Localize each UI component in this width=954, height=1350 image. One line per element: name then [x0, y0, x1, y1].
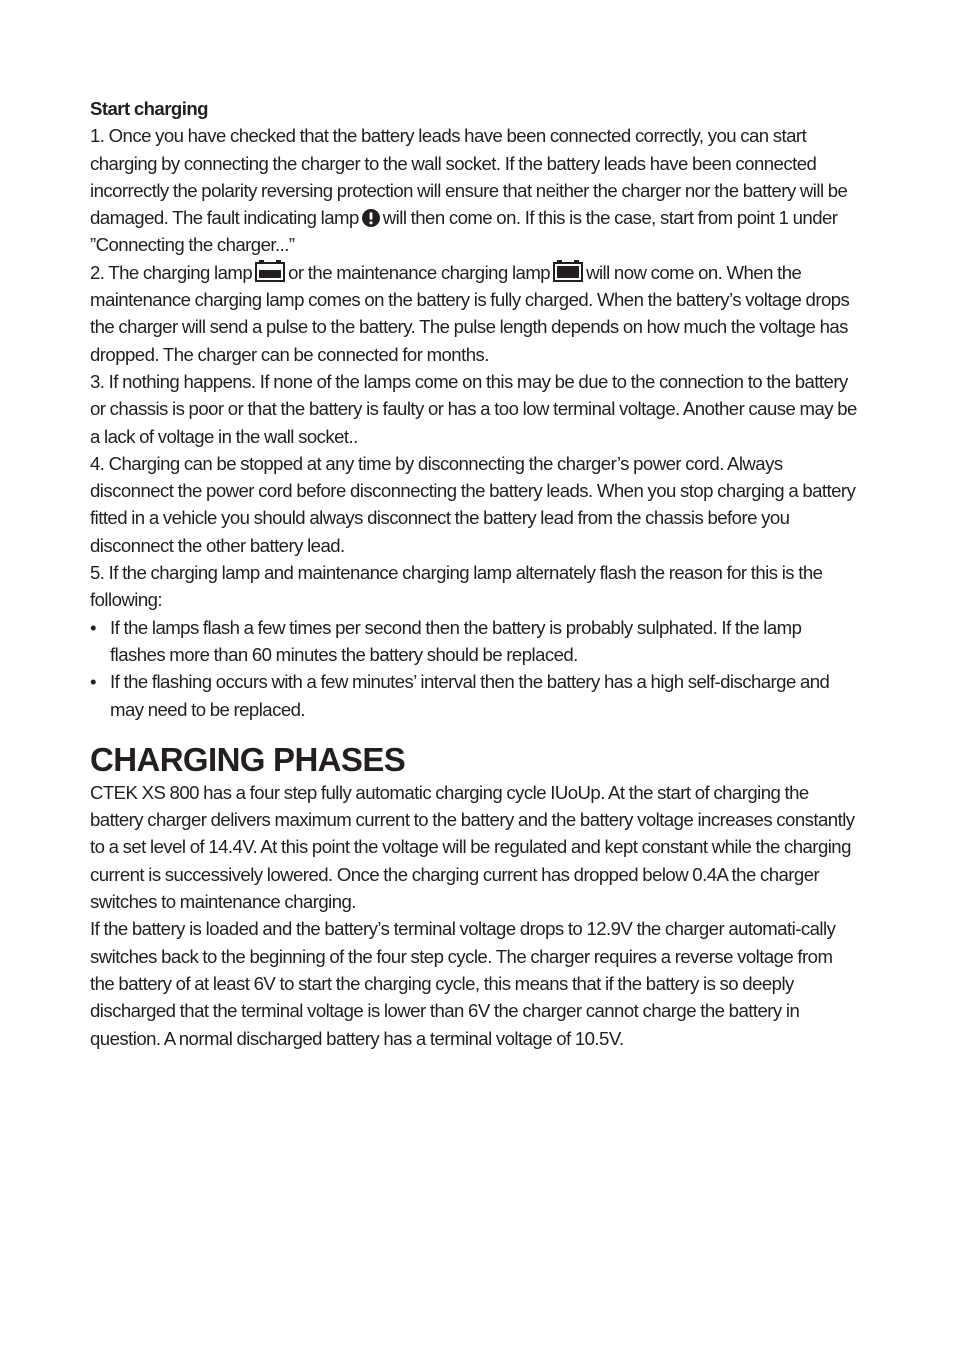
step-2: 2. The charging lamp or the maintenance charging lamp will now come on. When the maintenance charging lamp comes on the battery is fully charged. When the battery’s voltage drops the charger will send a pulse to the battery. The pulse length depends on how much the voltage has dropped. The charger can be connected for months. [90, 261, 850, 365]
fault-lamp-icon [362, 209, 380, 227]
charging-phases-para-2: If the battery is loaded and the battery’s terminal voltage drops to 12.9V the charger automati-cally switches back to the beginning of the four step cycle. The charger requires a reverse voltage from the battery of at least 6V to start the charging cycle, this means that if the battery is so deeply discharged that the terminal voltage is lower than 6V the charger cannot charge the battery in question. A normal discharged battery has a terminal voltage of 10.5V. [90, 918, 836, 1049]
charging-lamp-icon [255, 260, 285, 282]
bullet-icon: • [90, 671, 96, 693]
list-item: • If the lamps flash a few times per second then the battery is probably sulphated. If the lamp flashes more than 60 minutes the battery should be replaced. [90, 614, 860, 669]
charging-phases-para-1: CTEK XS 800 has a four step fully automatic charging cycle IUoUp. At the start of charging the battery charger delivers maximum current to the battery and the battery voltage increases constantly to a set level of 14.4V. At this point the voltage will be regulated and kept constant while the charging current is successively lowered. Once the charging current has dropped below 0.4A the charger switches to maintenance charging. [90, 781, 855, 913]
step-1: 1. Once you have checked that the battery leads have been connected correctly, you can start charging by connecting the charger to the wall socket. If the battery leads have been connected incorrectly the polarity reversing protection will ensure that neither the charger nor the battery will be damaged. The fault indicating lamp will then come on. If this is the case, start from point 1 under ”Connecting the charger...” [90, 125, 848, 256]
manual-page [90, 95, 860, 1052]
step-5: 5. If the charging lamp and maintenance charging lamp alternately flash the reason for this is the following: [90, 562, 823, 611]
charging-phases-heading: CHARGING PHASES [90, 740, 406, 778]
bullet-icon: • [90, 616, 96, 638]
step-3: 3. If nothing happens. If none of the lamps come on this may be due to the connection to the battery or chassis is poor or that the battery is faulty or has a too low terminal voltage. Another cause may be a lack of voltage in the wall socket.. [90, 370, 857, 447]
step-4: 4. Charging can be stopped at any time by disconnecting the charger’s power cord. Always disconnect the power cord before disconnecting the battery leads. When you stop charging a battery fitted in a vehicle you should always disconnect the battery lead from the chassis before you disconnect the other battery lead. [90, 452, 856, 556]
start-charging-heading: Start charging [90, 98, 208, 119]
maintenance-lamp-icon [553, 260, 583, 282]
flash-reasons-list [90, 614, 860, 723]
list-item: • If the flashing occurs with a few minutes’ interval then the battery has a high self-discharge and may need to be replaced. [90, 668, 860, 723]
